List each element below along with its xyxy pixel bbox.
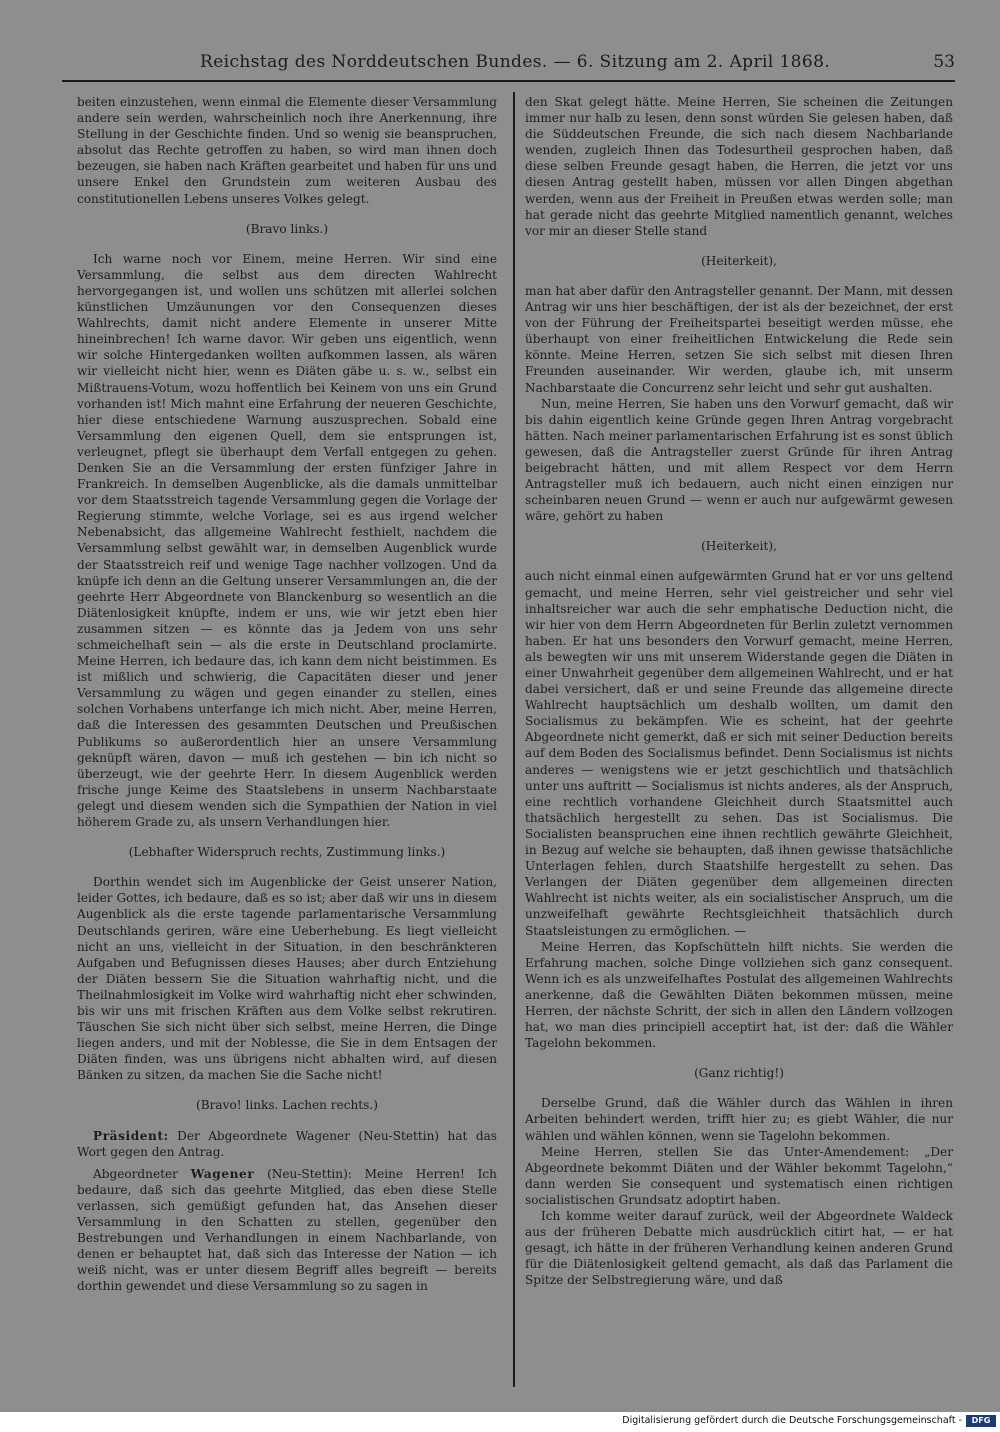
interjection: (Lebhafter Widerspruch rechts, Zustimmung links.) [128,845,446,860]
paragraph: man hat aber dafür den Antragsteller genannt. Der Mann, mit dessen Antrag wir uns hier beschäftigen, der ist als der bezeichnet, der erst von der Führung der Freiheitspartei beseitigt werden müsse, ehe überhaupt von einer freiheitlichen Entwickelung die Rede sein könnte. Meine Herren, setzen Sie sich selbst mit diesen Ihren Freunden auseinander. Wir werden, glaube ich, mit unserm Nachbarstaate die Concurrenz sehr leicht und sehr gut aushalten. [525,283,953,395]
paragraph: Dorthin wendet sich im Augenblicke der Geist unserer Nation, leider Gottes, ich bedaure, daß es so ist; aber daß wir uns in diesem Augenblick als die erste tagende parlamentarische Versammlung Deutschlands geriren, wäre eine Ueberhebung. Es liegt vielleicht nicht an uns, vielleicht in der Situation, in den beschränkteren Aufgaben und Befugnissen dieses Hauses; aber durch Entziehung der Diäten bessern Sie die Situation wahrhaftig nicht, und die Theilnahmlosigkeit im Volke wird wahrhaftig nicht eher schwinden, bis wir uns mit frischen Kräften aus dem Volke selbst rekrutiren. Täuschen Sie sich nicht über sich selbst, meine Herren, die Dinge liegen anders, und mit der Noblesse, die Sie in dem Entsagen der Diäten finden, was uns übrigens nicht abhalten wird, auf diesen Bänken zu sitzen, da machen Sie die Sache nicht! [77,875,497,1083]
column-divider [513,92,515,1387]
paragraph: Nun, meine Herren, Sie haben uns den Vorwurf gemacht, daß wir bis dahin eigentlich keine Gründe gegen Ihren Antrag vorgebracht hätten. Nach meiner parlamentarischen Erfahrung ist es sonst üblich gewesen, daß die Antragsteller zuerst Gründe für ihren Antrag beigebracht hätten, und mit allem Respect vor dem Herrn Antragsteller muß ich bedauern, auch nicht einen einzigen nur scheinbaren neuen Grund — wenn er auch nur aufgewärmt gewesen wäre, gehört zu haben [525,396,953,524]
speaker-name: Wagener [190,1166,255,1181]
header-rule [62,80,955,82]
speech-text: (Neu-Stettin): Meine Herren! Ich bedaure, daß sich das geehrte Mitglied, das eben diese Stelle verlassen, sich gemüßigt gefunden hat, das Ansehen dieser Versammlung in den Schatten zu stellen, gegenüber den Bestrebungen und Verhandlungen in einem Nachbarlande, von denen er behauptet hat, daß sich das Interesse der Nation — ich weiß nicht, was er unter diesem Begriff alles begreift — bereits dorthin gewendet und diese Versammlung so zu sagen in [77,1166,497,1294]
paragraph: Meine Herren, das Kopfschütteln hilft nichts. Sie werden die Erfahrung machen, solche Dinge vollziehen sich ganz consequent. Wenn ich es als unzweifelhaftes Postulat des allgemeinen Wahlrechts anerkenne, daß die Gewählten Diäten bekommen müssen, meine Herren, der nächste Schritt, der sich in allen den Ländern vollzogen hat, wo man dies principiell acceptirt hat, ist der: daß die Wähler Tagelohn bekommen. [525,939,953,1051]
paragraph: auch nicht einmal einen aufgewärmten Grund hat er vor uns geltend gemacht, und meine Herren, sehr viel geistreicher und sehr viel inhaltsreicher war auch die sehr emphatische Deduction nicht, die wir hier von dem Herrn Abgeordneten für Berlin zuletzt vernommen haben. Er hat uns besonders den Vorwurf gemacht, meine Herren, als bewegten wir uns mit unserem Widerstande gegen die Diäten in einer Unwahrheit gegenüber dem allgemeinen Wahlrecht, und er hat dabei versichert, daß er und seine Freunde das allgemeine directe Wahlrecht hauptsächlich um deshalb wollten, um damit den Socialismus zu bekämpfen. Wie es scheint, hat der geehrte Abgeordnete nicht gemerkt, daß er sich mit seiner Deduction bereits auf dem Boden des Socialismus befindet. Denn Socialismus ist nichts anderes — wenigstens wie er jetzt geschichtlich und thatsächlich unter uns auftritt — Socialismus ist nichts anderes, als der Anspruch, eine rechtlich vorhandene Gleichheit durch Staatsmittel auch thatsächlich hergestellt zu sehen. Das ist Socialismus. Die Socialisten beanspruchen eine ihnen rechtlich gewährte Gleichheit, in Bezug auf welche sie behaupten, daß ihnen gewisse thatsächliche Unterlagen fehlen, durch Staatshilfe hergestellt zu sehen. Das Verlangen der Diäten gegenüber dem allgemeinen directen Wahlrecht ist nichts weiter, als ein socialistischer Anspruch, um die unzweifelhaft gewährte Rechtsgleichheit thatsächlich durch Staatsleistungen zu ermöglichen. — [525,569,953,938]
right-column [525,94,953,1288]
speaker-paragraph [77,1128,497,1160]
interjection: (Bravo! links. Lachen rechts.) [196,1098,378,1113]
speech-text: Der Abgeordnete Wagener (Neu-Stettin) hat das Wort gegen den Antrag. [77,1128,497,1159]
paragraph: Ich warne noch vor Einem, meine Herren. Wir sind eine Versammlung, die selbst aus dem directen Wahlrecht hervorgegangen ist, und wollen uns schützen mit allerlei solchen künstlichen Umzäunungen vor den Consequenzen dieses Wahlrechts, damit nicht andere Elemente in unserer Mitte hineinbrechen! Ich warne davor. Wir geben uns eigentlich, wenn wir solche Hintergedanken wollten aufkommen lassen, als wären wir vielleicht nicht hier, wenn es Diäten gäbe u. s. w., selbst ein Mißtrauens-Votum, wozu hoffentlich bei Keinem von uns ein Grund vorhanden ist! Mich mahnt eine Erfahrung der neueren Geschichte, hier diese entschiedene Warnung auszusprechen. Sobald eine Versammlung den eigenen Quell, dem sie entsprungen ist, verleugnet, pflegt sie überhaupt dem Verfall entgegen zu gehen. Denken Sie an die Versammlung der ersten fünfziger Jahre in Frankreich. In demselben Augenblicke, als die damals unmittelbar vor dem Staatsstreich tagende Versammlung gegen die Vorlage der Regierung stimmte, welche Vorlage, sei es aus irgend welcher Nebenabsicht, das allgemeine Wahlrecht festhielt, nachdem die Versammlung selbst gewählt war, in demselben Augenblick wurde der Staatsstreich reif und wenige Tage nachher vollzogen. Und da knüpfe ich denn an die Geltung unserer Versammlungen an, die der geehrte Herr Abgeordnete von Blanckenburg so wesentlich an die Diätenlosigkeit knüpfte, indem er uns, wie wir jetzt eben hier zusammen sitzen — es könnte das ja Jedem von uns sehr schmeichelhaft sein — als die erste in Deutschland proclamirte. Meine Herren, ich bedaure das, ich kann dem nicht beistimmen. Es ist mißlich und schwierig, die Capacitäten dieser und jener Versammlung zu wägen und gegen einander zu stellen, eines solchen Vorhabens unterfange ich mich nicht. Aber, meine Herren, daß die Interessen des gesammten Deutschen und Preußischen Publikums so außerordentlich hier an unsere Versammlung geknüpft wären, davon — muß ich gestehen — bin ich nicht so überzeugt, wie der geehrte Herr. In diesem Augenblick werden frische junge Keime des Staatslebens in unserm Nachbarstaate gelegt und diesem wenden sich die Sympathien der Nation in viel höherem Grade zu, als unsern Verhandlungen hier. [77,251,497,830]
interjection: (Heiterkeit), [701,539,777,554]
digitization-footer [0,1412,1000,1432]
paragraph: Derselbe Grund, daß die Wähler durch das Wählen in ihren Arbeiten behindert werden, trifft hier zu; es giebt Wähler, die nur wählen und wählen können, wenn sie Tagelohn bekommen. [525,1096,953,1143]
left-column [77,94,497,1294]
page-header [60,52,955,76]
dfg-logo: DFG [966,1415,996,1427]
interjection: (Ganz richtig!) [694,1066,784,1081]
paragraph: den Skat gelegt hätte. Meine Herren, Sie scheinen die Zeitungen immer nur halb zu lesen, denn sonst würden Sie gelesen haben, daß die Süddeutschen Freunde, die sich nach diesem Nachbarlande wenden, zugleich Ihnen das Todesurtheil gesprochen haben, daß diese selben Freunde gesagt haben, die Herren, die jetzt vor uns diesen Antrag gestellt haben, müssen vor allen Dingen abgethan werden, wenn aus der Freiheit in Preußen etwas werden solle; man hat gerade nicht das geehrte Mitglied namentlich genannt, welches vor mir an dieser Stelle stand [525,95,953,238]
speaker-paragraph [77,1166,497,1295]
paragraph: beiten einzustehen, wenn einmal die Elemente dieser Versammlung andere sein werden, wahrscheinlich noch ihre Anerkennung, ihre Stellung in der Geschichte finden. Und so wenig sie beanspruchen, absolut das Rechte getroffen zu haben, so wird man ihnen doch bezeugen, sie haben nach Kräften gearbeitet und haben für uns und unsere Enkel den Grundstein zum weiteren Ausbau des constitutionellen Lebens unseres Volkes gelegt. [77,95,497,206]
running-title: Reichstag des Norddeutschen Bundes. — 6. Sitzung am 2. April 1868. [200,52,831,72]
page-number: 53 [933,52,955,72]
interjection: (Bravo links.) [245,221,329,236]
interjection: (Heiterkeit), [701,253,777,268]
speaker-name: Präsident: [93,1128,169,1143]
paragraph: Meine Herren, stellen Sie das Unter-Amendement: „Der Abgeordnete bekommt Diäten und der Wähler bekommt Tagelohn,“ dann werden Sie consequent und systematisch einen richtigen socialistischen Grundsatz adoptirt haben. [525,1144,953,1207]
speaker-prefix: Abgeordneter [93,1166,178,1181]
funding-credit: Digitalisierung gefördert durch die Deutsche Forschungsgemeinschaft - [622,1415,962,1426]
paragraph: Ich komme weiter darauf zurück, weil der Abgeordnete Waldeck aus der früheren Debatte mich ausdrücklich citirt hat, — er hat gesagt, ich hätte in der früheren Verhandlung keinen anderen Grund für die Diätenlosigkeit geltend gemacht, als daß das Parlament die Spitze der Selbstregierung wäre, und daß [525,1209,953,1288]
